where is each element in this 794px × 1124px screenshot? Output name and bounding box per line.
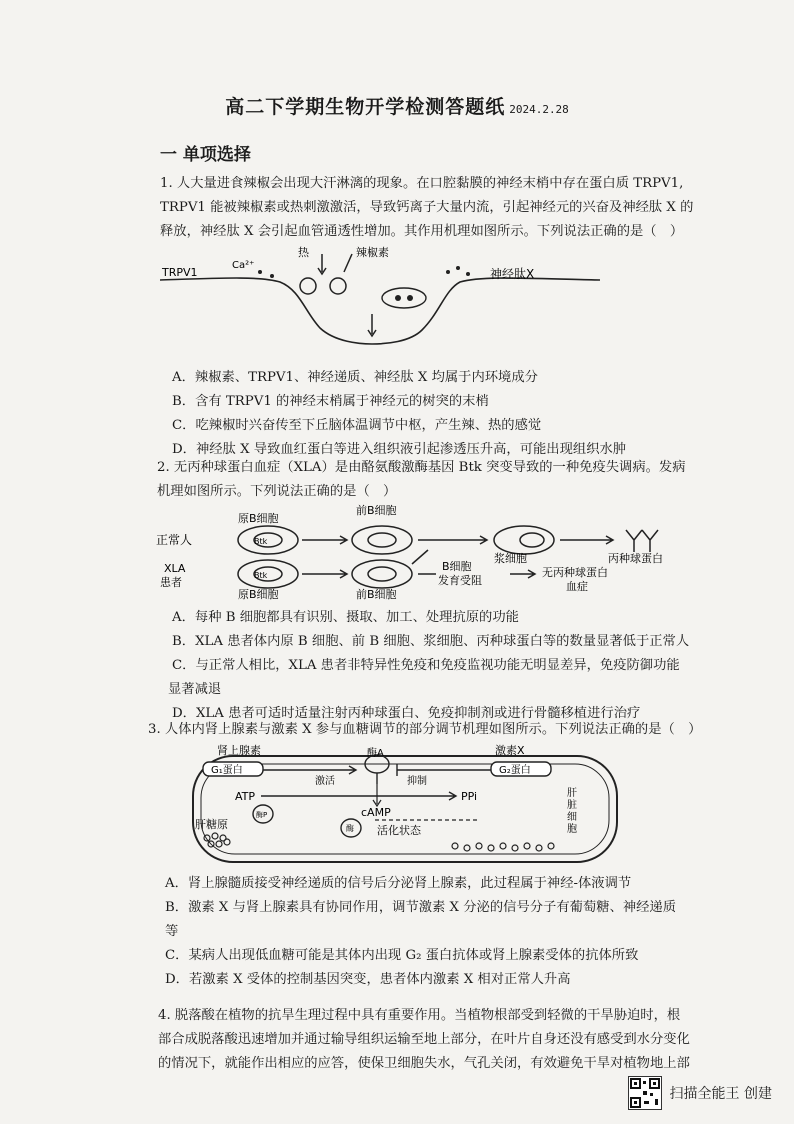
block-mark — [412, 550, 428, 564]
label-liver: 肝 — [567, 788, 577, 799]
label-trpv1: TRPV1 — [162, 266, 198, 279]
option-b[interactable]: B．激素 X 与肾上腺素具有协同作用，调节激素 X 分泌的信号分子有葡萄糖、神经递质 — [165, 900, 677, 915]
arrow — [302, 570, 347, 578]
question-2-stem — [157, 456, 686, 504]
question-line: 的情况下，就能作出相应的应答，使保卫细胞失水，气孔关闭，有效避免干旱对植物地上部 — [158, 1056, 690, 1071]
label-g2: G₂蛋白 — [499, 765, 531, 776]
option-c[interactable]: C．与正常人相比，XLA 患者非特异性免疫和免疫监视功能无明显差异，免疫防御功能 — [172, 658, 680, 673]
pro-b-cell-xla — [238, 560, 298, 588]
vesicle-dot — [407, 295, 413, 301]
option-a[interactable]: A．辣椒素、TRPV1、神经递质、神经肽 X 均属于内环境成分 — [172, 370, 538, 385]
inhibit-arrow — [397, 764, 491, 776]
label-cell: 细 — [567, 812, 577, 823]
label-glycogen: 肝糖原 — [195, 818, 228, 831]
question-line: 4. 脱落酸在植物的抗旱生理过程中具有重要作用。当植物根部受到轻微的干旱胁迫时，根 — [158, 1008, 681, 1023]
option-d[interactable]: D．XLA 患者可适时适量注射丙种球蛋白、免疫抑制剂或进行骨髓移植进行治疗 — [172, 706, 641, 721]
label-enzyme-b: 酶 — [346, 824, 354, 833]
qr-code-icon — [628, 1076, 662, 1110]
label-enzyme-p: 酶P — [256, 811, 268, 819]
label-heat: 热 — [298, 246, 309, 259]
pro-b-cell-normal — [238, 526, 298, 554]
label-g1: G₁蛋白 — [211, 765, 243, 776]
label-pro-b-top: 原B细胞 — [238, 512, 279, 525]
pre-b-cell-normal — [352, 526, 412, 554]
option-a[interactable]: A．每种 B 细胞都具有识别、摄取、加工、处理抗原的功能 — [172, 610, 519, 625]
question-line: 机理如图所示。下列说法正确的是（ ） — [157, 484, 397, 499]
label-calcium: Ca²⁺ — [232, 260, 255, 271]
page-title — [0, 92, 794, 119]
option-c[interactable]: C．吃辣椒时兴奋传至下丘脑体温调节中枢，产生辣、热的感觉 — [172, 418, 542, 433]
label-arrest: 发育受阻 — [438, 574, 482, 587]
label-xla: XLA — [164, 562, 186, 575]
label-adrenaline: 肾上腺素 — [217, 744, 261, 757]
question-1-stem — [160, 172, 693, 244]
trpv1-channel-left — [300, 278, 316, 294]
label-neuropeptide-x: 神经肽X — [490, 267, 535, 281]
scanner-label: 扫描全能王 创建 — [669, 1086, 772, 1102]
label-activate: 激活 — [315, 776, 335, 787]
trpv1-channel-right — [330, 278, 346, 294]
label-no-gamma: 无丙种球蛋白 — [542, 566, 608, 579]
label-capsaicin: 辣椒素 — [356, 246, 389, 259]
label-inhibit: 抑制 — [407, 776, 427, 787]
capsaicin-arrow — [344, 254, 352, 272]
label-btk: Btk — [254, 537, 268, 546]
label-btk: Btk — [254, 571, 268, 580]
vesicle — [382, 288, 426, 308]
question-2-options — [168, 606, 690, 726]
antibody-icon — [626, 530, 642, 552]
label-disease: 血症 — [566, 580, 588, 593]
label-patient: 患者 — [160, 576, 182, 589]
glucose-dots — [452, 843, 554, 851]
pre-b-cell-xla — [352, 560, 412, 588]
question-line: 部合成脱落酸迅速增加并通过输导组织运输至地上部分，在叶片自身还没有感受到水分变化 — [158, 1032, 690, 1047]
option-b-continued: 等 — [165, 924, 179, 939]
question-1-options — [172, 366, 626, 462]
question-3-options — [165, 872, 676, 992]
label-ppi: PPi — [461, 790, 478, 803]
question-4-stem — [158, 1004, 690, 1076]
question-line: 1. 人大量进食辣椒会出现大汗淋漓的现象。在口腔黏膜的神经末梢中存在蛋白质 TRPV1, — [160, 176, 684, 191]
label-atp: ATP — [235, 790, 256, 803]
label-pro-b-bottom: 原B细胞 — [238, 588, 279, 600]
label-pre-b-top: 前B细胞 — [356, 504, 397, 517]
option-b[interactable]: B．XLA 患者体内原 B 细胞、前 B 细胞、浆细胞、丙种球蛋白等的数量显著低于正常人 — [172, 634, 690, 649]
figure-2-b-cell-development — [150, 500, 710, 600]
label-pre-b-bottom: 前B细胞 — [356, 588, 397, 600]
arrow — [418, 536, 487, 544]
question-line: 3. 人体内肾上腺素与激素 X 参与血糖调节的部分调节机理如图所示。下列说法正确的是（ ） — [148, 722, 702, 737]
date-text: 2024.2.28 — [509, 103, 569, 116]
label-organ: 脏 — [567, 800, 577, 811]
option-b[interactable]: B．含有 TRPV1 的神经末梢属于神经元的树突的末梢 — [172, 394, 489, 409]
label-enzyme-a: 酶A — [367, 748, 384, 759]
membrane-outline — [160, 278, 600, 344]
question-3-stem — [148, 718, 701, 742]
figure-1-nerve-ending — [160, 242, 600, 352]
arrow — [302, 536, 347, 544]
option-a[interactable]: A．肾上腺髓质接受神经递质的信号后分泌肾上腺素，此过程属于神经-体液调节 — [165, 876, 632, 891]
section-heading: 一 单项选择 — [160, 145, 251, 165]
label-b-cell: B细胞 — [442, 560, 472, 573]
label-camp: cAMP — [361, 806, 391, 819]
label-hormone-x: 激素X — [495, 744, 525, 757]
question-line: 释放，神经肽 X 会引起血管通透性增加。其作用机理如图所示。下列说法正确的是（ ） — [160, 224, 684, 239]
option-d[interactable]: D．若激素 X 受体的控制基因突变，患者体内激素 X 相对正常人升高 — [165, 972, 571, 987]
title-text: 高二下学期生物开学检测答题纸 — [225, 96, 506, 118]
option-c-continued: 显著减退 — [168, 682, 222, 697]
cell-inner-line — [201, 764, 609, 854]
option-d[interactable]: D．神经肽 X 导致血红蛋白等进入组织液引起渗透压升高，可能出现组织水肿 — [172, 442, 627, 457]
figure-3-liver-cell — [165, 742, 625, 868]
atp-to-ppi-arrow — [261, 792, 456, 800]
label-normal: 正常人 — [156, 533, 193, 547]
question-line: TRPV1 能被辣椒素或热刺激激活，导致钙离子大量内流，引起神经元的兴奋及神经肽 X 的 — [160, 200, 694, 215]
arrow — [560, 536, 613, 544]
question-line: 2. 无丙种球蛋白血症（XLA）是由酪氨酸激酶基因 Btk 突变导致的一种免疫失调病。发病 — [157, 460, 686, 475]
option-c[interactable]: C．某病人出现低血糖可能是其体内出现 G₂ 蛋白抗体或肾上腺素受体的抗体所致 — [165, 948, 639, 963]
plasma-cell — [494, 526, 554, 554]
vesicle-dot — [395, 295, 401, 301]
label-gamma-globulin: 丙种球蛋白 — [608, 552, 663, 565]
label-cell-2: 胞 — [567, 824, 577, 835]
activate-arrow — [263, 766, 356, 774]
label-plasma: 浆细胞 — [494, 552, 527, 565]
antibody-icon — [642, 530, 658, 552]
label-active-state: 活化状态 — [377, 824, 421, 837]
scanner-watermark — [628, 1076, 772, 1110]
